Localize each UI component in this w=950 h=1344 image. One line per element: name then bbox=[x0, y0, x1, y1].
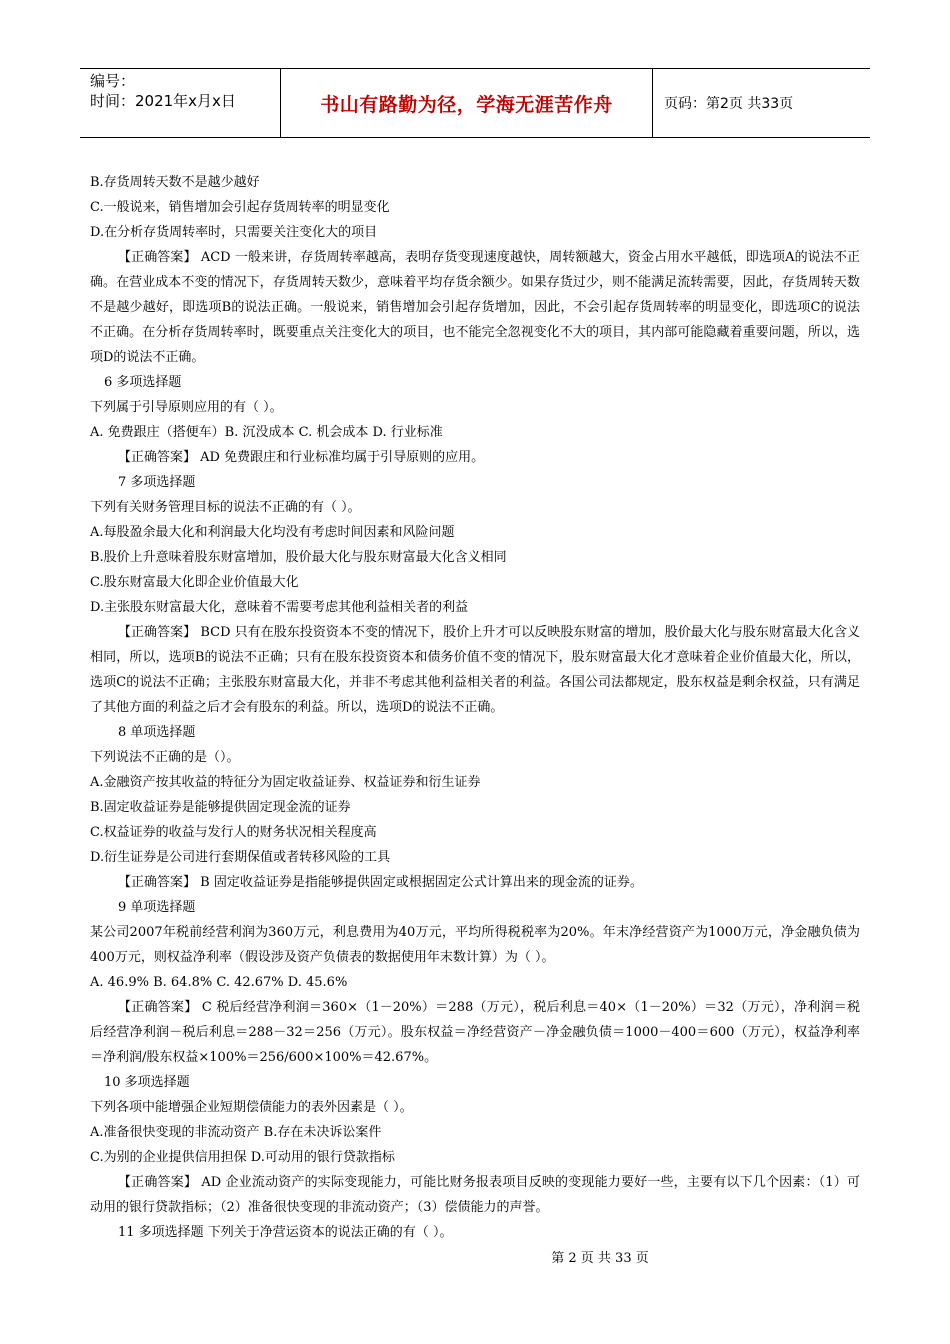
option-line: B.固定收益证券是能够提供固定现金流的证券 bbox=[90, 800, 351, 815]
answer-paragraph: 【正确答案】 C 税后经营净利润＝360×（1－20%）＝288（万元），税后利息＝40×（1－20%）＝32（万元），净利润＝税后经营净利润－税后利息＝288－32＝256（万元）。股东权益＝净经营资产－净金融负债＝1000－400＝600（万元），权益净利率＝净利润/股东权益×100%＝256/600×100%＝42.67%。 bbox=[90, 1000, 860, 1065]
header-motto: 书山有路勤为径，学海无涯苦作舟 bbox=[281, 69, 653, 137]
answer-paragraph: 【正确答案】 B 固定收益证券是指能够提供固定或根据固定公式计算出来的现金流的证券。 bbox=[118, 875, 643, 890]
option-line: A.每股盈余最大化和利润最大化均没有考虑时间因素和风险问题 bbox=[90, 525, 455, 540]
option-line: D.主张股东财富最大化，意味着不需要考虑其他利益相关者的利益 bbox=[90, 600, 469, 615]
option-line: A. 46.9% B. 64.8% C. 42.67% D. 45.6% bbox=[90, 975, 348, 990]
option-line: D.在分析存货周转率时，只需要关注变化大的项目 bbox=[90, 225, 378, 240]
option-line: A.金融资产按其收益的特征分为固定收益证券、权益证券和衍生证券 bbox=[90, 775, 481, 790]
option-line: A.准备很快变现的非流动资产 B.存在未决诉讼案件 bbox=[90, 1125, 382, 1140]
page-footer: 第 2 页 共 33 页 bbox=[551, 1251, 649, 1266]
option-line: C.权益证券的收益与发行人的财务状况相关程度高 bbox=[90, 825, 377, 840]
question-heading: 9 单项选择题 bbox=[118, 900, 196, 915]
answer-paragraph: 【正确答案】 ACD 一般来讲，存货周转率越高，表明存货变现速度越快，周转额越大，资金占用水平越低，即选项A的说法不正确。在营业成本不变的情况下，存货周转天数少，意味着平均存货余额少。如果存货过少，则不能满足流转需要，因此，存货周转天数不是越少越好，即选项B的说法正确。一般说来，销售增加会引起存货增加，因此，不会引起存货周转率的明显变化，即选项C的说法不正确。在分析存货周转率时，既要重点关注变化大的项目，也不能完全忽视变化不大的项目，其内部可能隐藏着重要问题，所以，选项D的说法不正确。 bbox=[90, 250, 860, 365]
question-heading: 11 多项选择题 下列关于净营运资本的说法正确的有（ ）。 bbox=[118, 1225, 453, 1240]
question-text: 下列说法不正确的是（）。 bbox=[90, 750, 240, 765]
answer-paragraph: 【正确答案】 AD 企业流动资产的实际变现能力，可能比财务报表项目反映的变现能力要好一些，主要有以下几个因素：（1）可动用的银行贷款指标；（2）准备很快变现的非流动资产；（3）偿债能力的声誉。 bbox=[90, 1175, 860, 1215]
option-line: A. 免费跟庄（搭便车）B. 沉没成本 C. 机会成本 D. 行业标准 bbox=[90, 425, 443, 440]
header-meta bbox=[80, 69, 281, 137]
number-label: 编号： bbox=[90, 72, 136, 90]
date-label: 时间：2021年x月x日 bbox=[90, 92, 236, 110]
question-heading: 7 多项选择题 bbox=[118, 475, 196, 490]
question-heading: 8 单项选择题 bbox=[118, 725, 196, 740]
option-line: B.股价上升意味着股东财富增加，股价最大化与股东财富最大化含义相同 bbox=[90, 550, 507, 565]
question-text: 下列属于引导原则应用的有（ ）。 bbox=[90, 400, 283, 415]
option-line: C.股东财富最大化即企业价值最大化 bbox=[90, 575, 299, 590]
document-body bbox=[90, 170, 860, 1245]
answer-paragraph: 【正确答案】 BCD 只有在股东投资资本不变的情况下，股价上升才可以反映股东财富的增加，股价最大化与股东财富最大化含义相同，所以，选项B的说法不正确；只有在股东投资资本和债务价值不变的情况下，股东财富最大化才意味着企业价值最大化，所以，选项C的说法不正确；主张股东财富最大化，并非不考虑其他利益相关者的利益。各国公司法都规定，股东权益是剩余权益，只有满足了其他方面的利益之后才会有股东的利益。所以，选项D的说法不正确。 bbox=[90, 625, 860, 715]
question-heading: 6 多项选择题 bbox=[104, 375, 182, 390]
question-text: 下列有关财务管理目标的说法不正确的有（ ）。 bbox=[90, 500, 361, 515]
answer-paragraph: 【正确答案】 AD 免费跟庄和行业标准均属于引导原则的应用。 bbox=[118, 450, 485, 465]
question-heading: 10 多项选择题 bbox=[104, 1075, 190, 1090]
page-header bbox=[80, 68, 870, 138]
option-line: B.存货周转天数不是越少越好 bbox=[90, 175, 260, 190]
header-page-number: 页码：第2页 共33页 bbox=[664, 96, 794, 112]
option-line: C.为别的企业提供信用担保 D.可动用的银行贷款指标 bbox=[90, 1150, 395, 1165]
question-text: 某公司2007年税前经营利润为360万元，利息费用为40万元，平均所得税税率为20%。年末净经营资产为1000万元，净金融负债为400万元，则权益净利率（假设涉及资产负债表的数据使用年末数计算）为（ ）。 bbox=[90, 925, 860, 965]
option-line: D.衍生证券是公司进行套期保值或者转移风险的工具 bbox=[90, 850, 391, 865]
question-text: 下列各项中能增强企业短期偿债能力的表外因素是（ ）。 bbox=[90, 1100, 413, 1115]
option-line: C.一般说来，销售增加会引起存货周转率的明显变化 bbox=[90, 200, 390, 215]
